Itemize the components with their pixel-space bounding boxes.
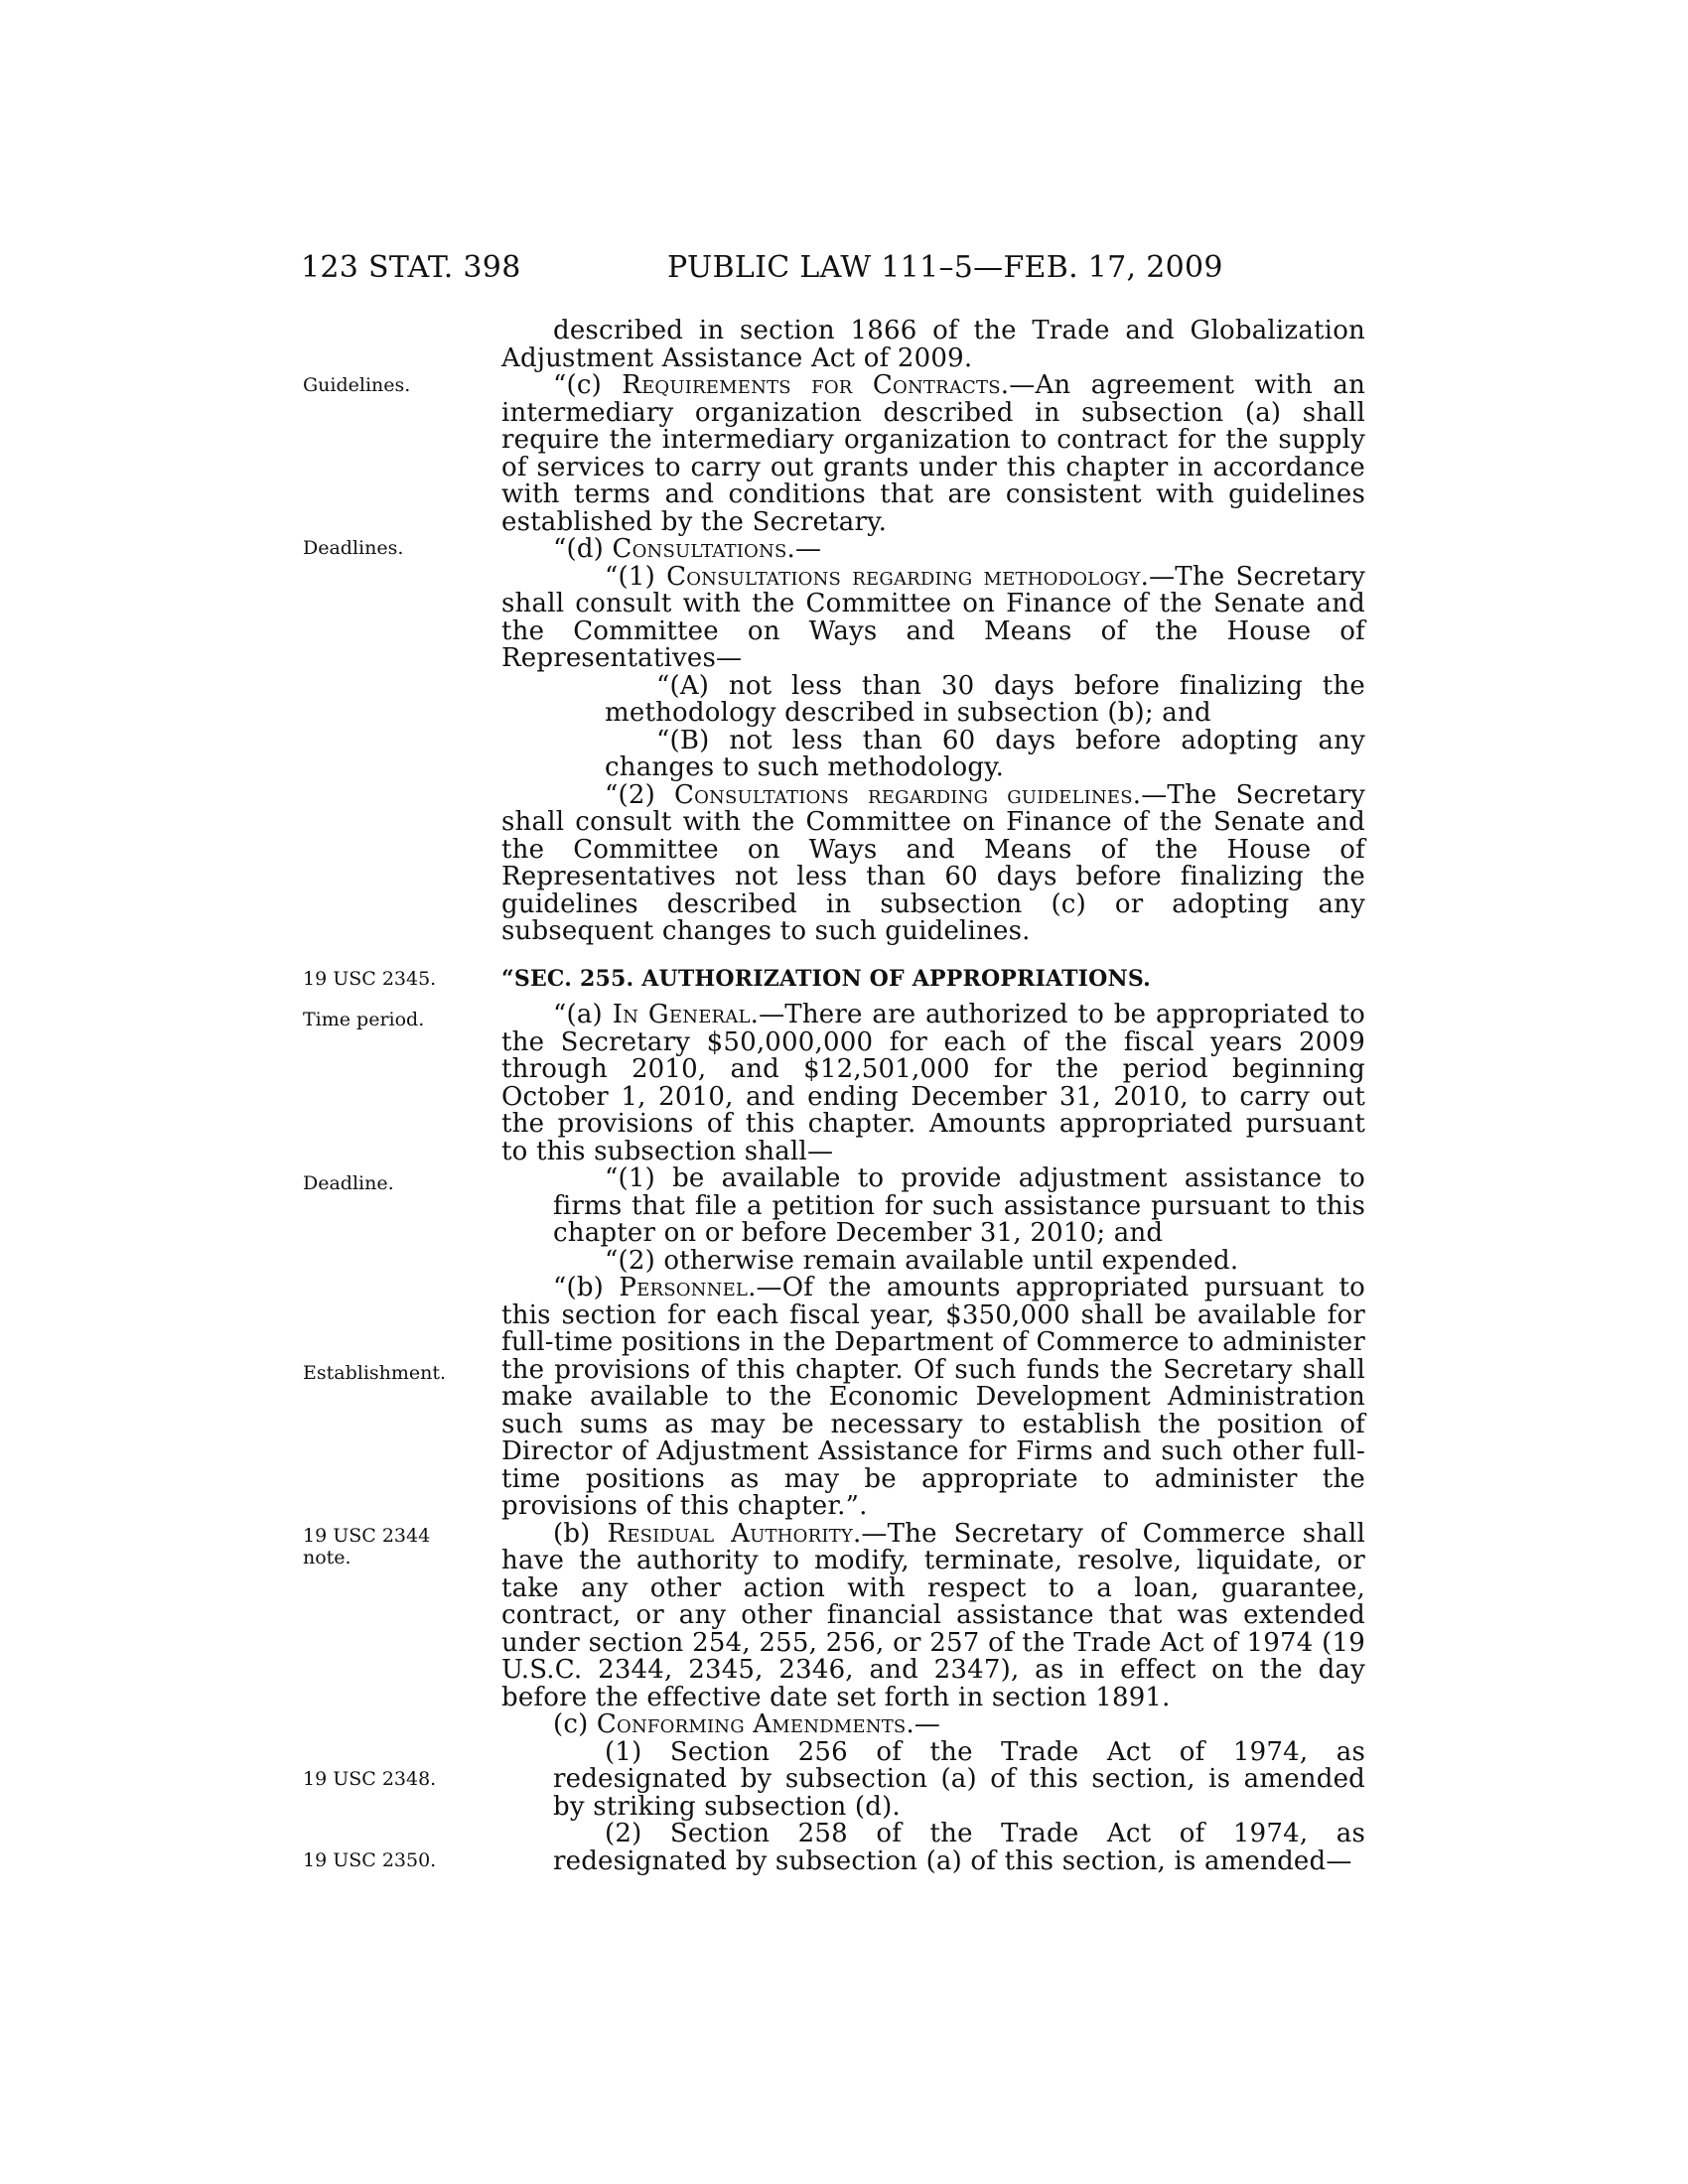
subsection-d bbox=[501, 536, 1365, 564]
paragraph-text: .—Of the amounts appropriated pursuant to this section for each fiscal year, $350,000 shall be available for full-time positions in the Department of Commerce to administer the provisions of this chapter. Of such funds the Secretary shall make available to the Economic Development Administration such sums as may be necessary to establish the position of Director of Adjustment Assistance for Firms and such other full-time positions as may be appropriate to administer the provisions of this chapter.”. bbox=[501, 1273, 1365, 1521]
margin-note: 19 USC 2344 note. bbox=[303, 1525, 431, 1569]
paragraph-text: .—The Secretary shall consult with the Committee on Finance of the Senate and the Committee on Ways and Means of the House of Representatives— bbox=[501, 561, 1365, 673]
paragraph-text: .— bbox=[906, 1709, 941, 1739]
section-heading: Residual Authority bbox=[607, 1518, 853, 1549]
para-label: “(b) bbox=[553, 1273, 620, 1302]
paragraph-text: .— bbox=[786, 534, 822, 564]
margin-note: Guidelines. bbox=[303, 374, 411, 396]
para-label: “(a) bbox=[553, 1000, 613, 1029]
paragraph-text: .—The Secretary shall consult with the Committee on Finance of the Senate and the Committee on Ways and Means of the House of Representatives not less than 60 days before finalizing the guidelines described in subsection (c) or adopting any subsequent changes to such guidelines. bbox=[501, 779, 1365, 946]
para-label: “(c) bbox=[553, 370, 623, 400]
paragraph-text: .—There are authorized to be appropriated to the Secretary $50,000,000 for each of the fiscal years 2009 through 2010, and $12,501,000 for the period beginning October 1, 2010, and ending December 31, 2010, to carry out the provisions of this chapter. Amounts appropriated pursuant to this subsection shall— bbox=[501, 1000, 1365, 1166]
section-heading: In General bbox=[612, 1000, 751, 1029]
clause-b: “(B) not less than 60 days before adopting any changes to such methodology. bbox=[605, 725, 1365, 782]
amendment-1: (1) Section 256 of the Trade Act of 1974, as redesignated by subsection (a) of this section, is amended by striking subsection (d). bbox=[553, 1736, 1365, 1822]
subsection-b bbox=[501, 1275, 1365, 1521]
para-label: “(2) bbox=[605, 779, 674, 810]
margin-note: 19 USC 2350. bbox=[303, 1849, 437, 1871]
page-title: PUBLIC LAW 111–5—FEB. 17, 2009 bbox=[667, 250, 1223, 285]
paragraph-a1: “(1) be available to provide adjustment assistance to firms that file a petition for such assistance pursuant to this chapter on or before December 31, 2010; and bbox=[553, 1163, 1365, 1248]
clause-a: “(A) not less than 30 days before finalizing the methodology described in subsection (b); and bbox=[605, 670, 1365, 728]
paragraph-d1 bbox=[501, 561, 1365, 673]
margin-note: 19 USC 2348. bbox=[303, 1768, 437, 1790]
section-heading: Consultations regarding methodology bbox=[666, 561, 1141, 592]
para-label: (c) bbox=[553, 1709, 597, 1739]
margin-note: Deadline. bbox=[303, 1172, 394, 1194]
amendment-2: (2) Section 258 of the Trade Act of 1974, as redesignated by subsection (a) of this section, is amended— bbox=[553, 1819, 1365, 1876]
section-heading: Consultations bbox=[612, 534, 787, 564]
subsection-c bbox=[501, 372, 1365, 536]
paragraph-text: .—The Secretary of Commerce shall have the authority to modify, terminate, resolve, liquidate, or take any other action with respect to a loan, guarantee, contract, or any other financial assistance that was extended under section 254, 255, 256, or 257 of the Trade Act of 1974 (19 U.S.C. 2344, 2345, 2346, and 2347), as in effect on the day before the effective date set forth in section 1891. bbox=[501, 1518, 1366, 1712]
section-heading: Conforming Amendments bbox=[596, 1709, 907, 1739]
margin-note: Deadlines. bbox=[303, 537, 404, 559]
section-heading: Requirements for Contracts bbox=[622, 370, 1001, 400]
margin-note: Establishment. bbox=[303, 1362, 447, 1384]
para-label: (b) bbox=[553, 1518, 608, 1549]
section-255-heading: “SEC. 255. AUTHORIZATION OF APPROPRIATIONS. bbox=[501, 966, 1151, 992]
text-block-consultations bbox=[501, 318, 1365, 946]
paragraph: described in section 1866 of the Trade and Globalization Adjustment Assistance Act of 2009. bbox=[501, 316, 1365, 373]
para-label: “(1) bbox=[605, 561, 667, 592]
paragraph-d2 bbox=[501, 779, 1365, 946]
para-label: “(d) bbox=[553, 534, 613, 564]
conforming-amendments bbox=[501, 1711, 1365, 1739]
text-block-appropriations bbox=[501, 1002, 1365, 1875]
margin-note: 19 USC 2345. bbox=[303, 968, 437, 990]
section-heading: Consultations regarding guidelines bbox=[674, 779, 1133, 810]
residual-authority bbox=[501, 1518, 1366, 1712]
subsection-a bbox=[501, 1002, 1365, 1165]
paragraph-a2: “(2) otherwise remain available until expended. bbox=[605, 1245, 1239, 1276]
margin-note: Time period. bbox=[303, 1009, 425, 1030]
stat-citation: 123 STAT. 398 bbox=[301, 250, 521, 285]
section-heading: Personnel bbox=[619, 1273, 749, 1302]
paragraph-text: .—An agreement with an intermediary organization described in subsection (a) shall require the intermediary organization to contract for the supply of services to carry out grants under this chapter in accordance with terms and conditions that are consistent with guidelines established by the Secretary. bbox=[501, 370, 1366, 537]
